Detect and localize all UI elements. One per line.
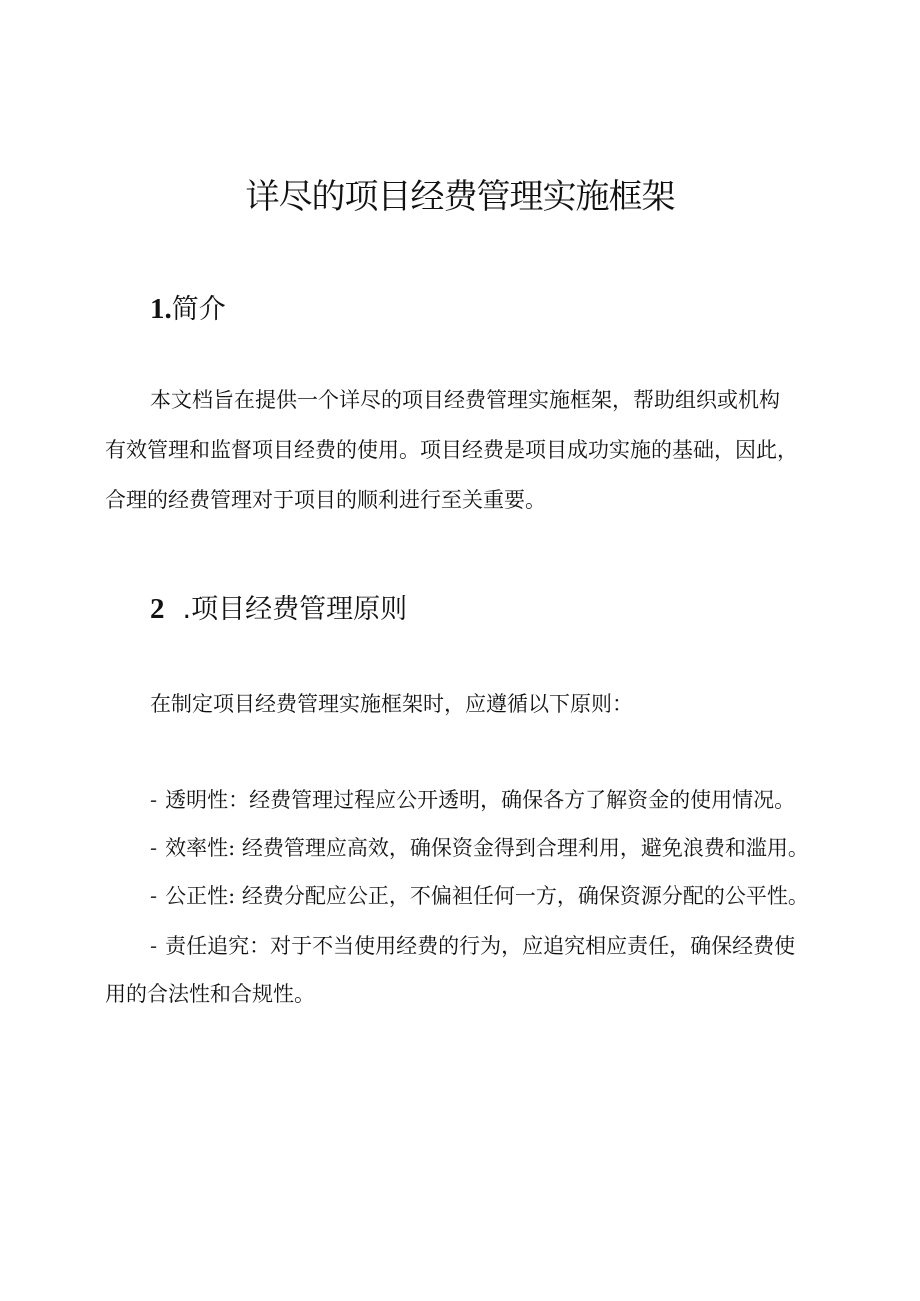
document-title: 详尽的项目经费管理实施框架 <box>245 177 675 217</box>
bullet-dash: - <box>150 836 158 860</box>
section-2-number: 2 <box>150 593 165 625</box>
section-1-number: 1. <box>150 293 172 325</box>
principle-list-item <box>150 880 809 912</box>
principle-list-item <box>150 930 795 962</box>
bullet-dash: - <box>150 788 158 812</box>
principle-list-item <box>150 784 795 816</box>
principle-text: 透明性：经费管理过程应公开透明，确保各方了解资金的使用情况。 <box>165 788 796 812</box>
bullet-dash: - <box>150 884 158 908</box>
section-1-title: 简介 <box>171 294 226 325</box>
section-2-title: .项目经费管理原则 <box>182 594 408 625</box>
section-1-paragraph-line: 本文档旨在提供一个详尽的项目经费管理实施框架，帮助组织或机构 <box>150 388 780 412</box>
section-1-paragraph-line: 合理的经费管理对于项目的顺利进行至关重要。 <box>105 488 546 512</box>
section-2-heading <box>150 589 407 630</box>
principle-text: 责任追究：对于不当使用经费的行为，应追究相应责任，确保经费使 <box>165 934 796 958</box>
bullet-dash: - <box>150 934 158 958</box>
principle-list-item <box>150 832 809 864</box>
section-1-paragraph-line: 有效管理和监督项目经费的使用。项目经费是项目成功实施的基础，因此， <box>105 438 798 462</box>
section-2-intro: 在制定项目经费管理实施框架时，应遵循以下原则： <box>150 692 633 716</box>
section-1-heading <box>150 289 226 330</box>
principle-continuation: 用的合法性和合规性。 <box>105 982 315 1006</box>
principle-text: 效率性: 经费管理应高效，确保资金得到合理利用，避免浪费和滥用。 <box>165 836 809 860</box>
principle-text: 公正性: 经费分配应公正，不偏袒任何一方，确保资源分配的公平性。 <box>165 884 809 908</box>
